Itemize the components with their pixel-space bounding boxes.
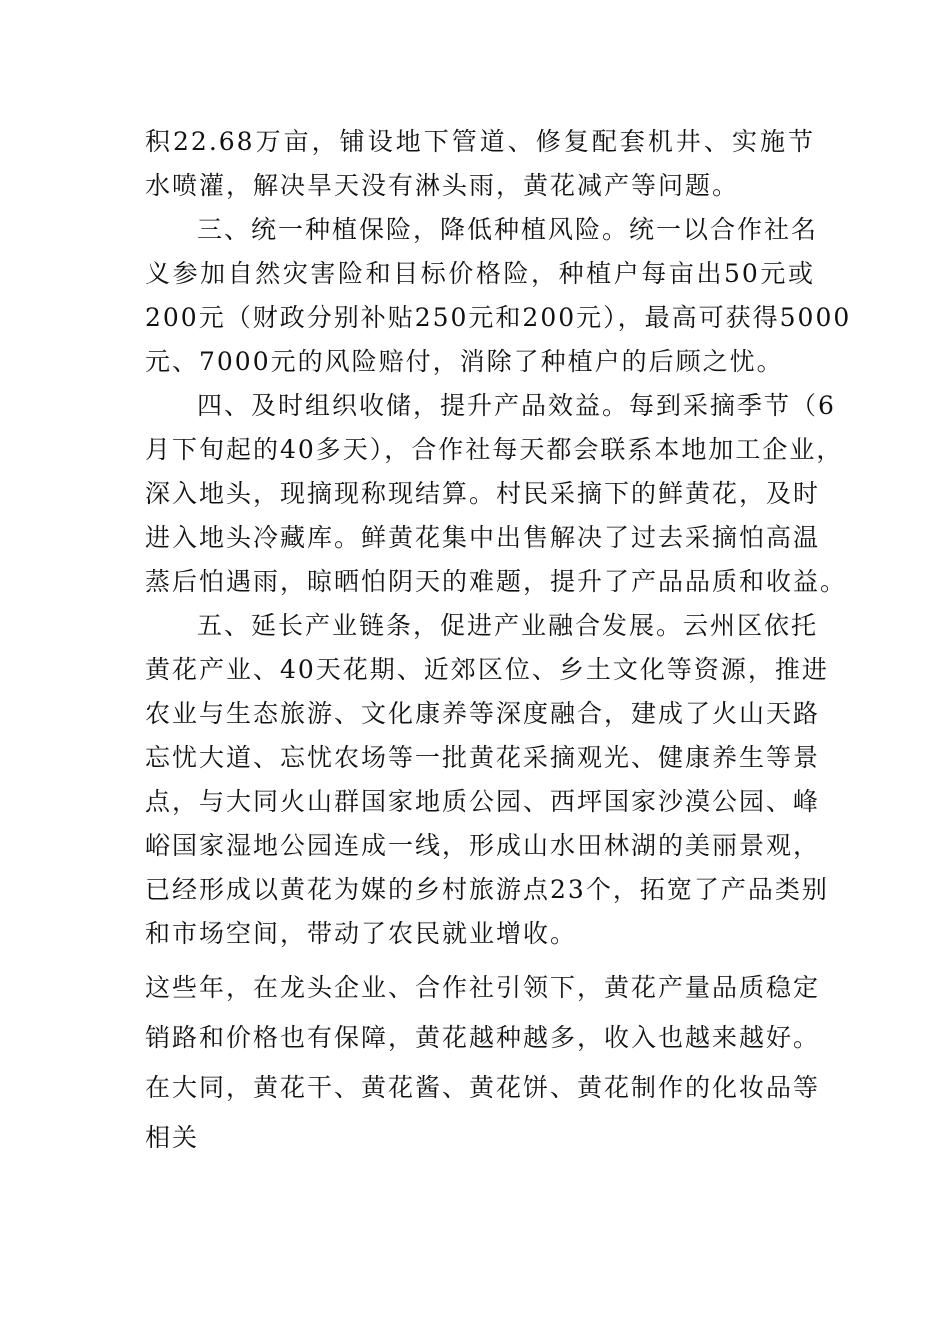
text-line: 销路和价格也有保障，黄花越种越多，收入也越来越好。 [145, 1023, 821, 1052]
paragraph-heading-line: 三、统一种植保险，降低种植风险。统一以合作社名 [197, 215, 819, 244]
text-line: 已经形成以黄花为媒的乡村旅游点23个，拓宽了产品类别 [145, 875, 829, 904]
text-line: 相关 [145, 1123, 200, 1152]
text-line: 忘忧大道、忘忧农场等一批黄花采摘观光、健康养生等景 [145, 743, 821, 772]
text-line: 月下旬起的40多天），合作社每天都会联系本地加工企业， [145, 435, 844, 464]
text-line: 水喷灌，解决旱天没有淋头雨，黄花减产等问题。 [145, 171, 740, 200]
paragraph-heading-line: 五、延长产业链条，促进产业融合发展。云州区依托 [197, 611, 819, 640]
paragraph-heading-line: 四、及时组织收储，提升产品效益。每到采摘季节（6 [197, 391, 836, 420]
text-line: 在大同，黄花干、黄花酱、黄花饼、黄花制作的化妆品等 [145, 1073, 821, 1102]
text-line: 峪国家湿地公园连成一线，形成山水田林湖的美丽景观， [145, 831, 821, 860]
text-line: 200元（财政分别补贴250元和200元），最高可获得5000 [145, 303, 852, 332]
text-line: 和市场空间，带动了农民就业增收。 [145, 919, 578, 948]
text-line: 进入地头冷藏库。鲜黄花集中出售解决了过去采摘怕高温 [145, 523, 821, 552]
text-line: 蒸后怕遇雨，晾晒怕阴天的难题，提升了产品品质和收益。 [145, 567, 848, 596]
text-line: 黄花产业、40天花期、近郊区位、乡土文化等资源，推进 [145, 655, 829, 684]
text-line: 点，与大同火山群国家地质公园、西坪国家沙漠公园、峰 [145, 787, 821, 816]
text-line: 元、7000元的风险赔付，消除了种植户的后顾之忧。 [145, 347, 784, 376]
text-line: 农业与生态旅游、文化康养等深度融合，建成了火山天路 [145, 699, 821, 728]
text-line: 积22.68万亩，铺设地下管道、修复配套机井、实施节 [145, 127, 815, 156]
text-line: 义参加自然灾害险和目标价格险，种植户每亩出50元或 [145, 259, 815, 288]
text-line: 这些年，在龙头企业、合作社引领下，黄花产量品质稳定 [145, 973, 821, 1002]
text-line: 深入地头，现摘现称现结算。村民采摘下的鲜黄花，及时 [145, 479, 821, 508]
